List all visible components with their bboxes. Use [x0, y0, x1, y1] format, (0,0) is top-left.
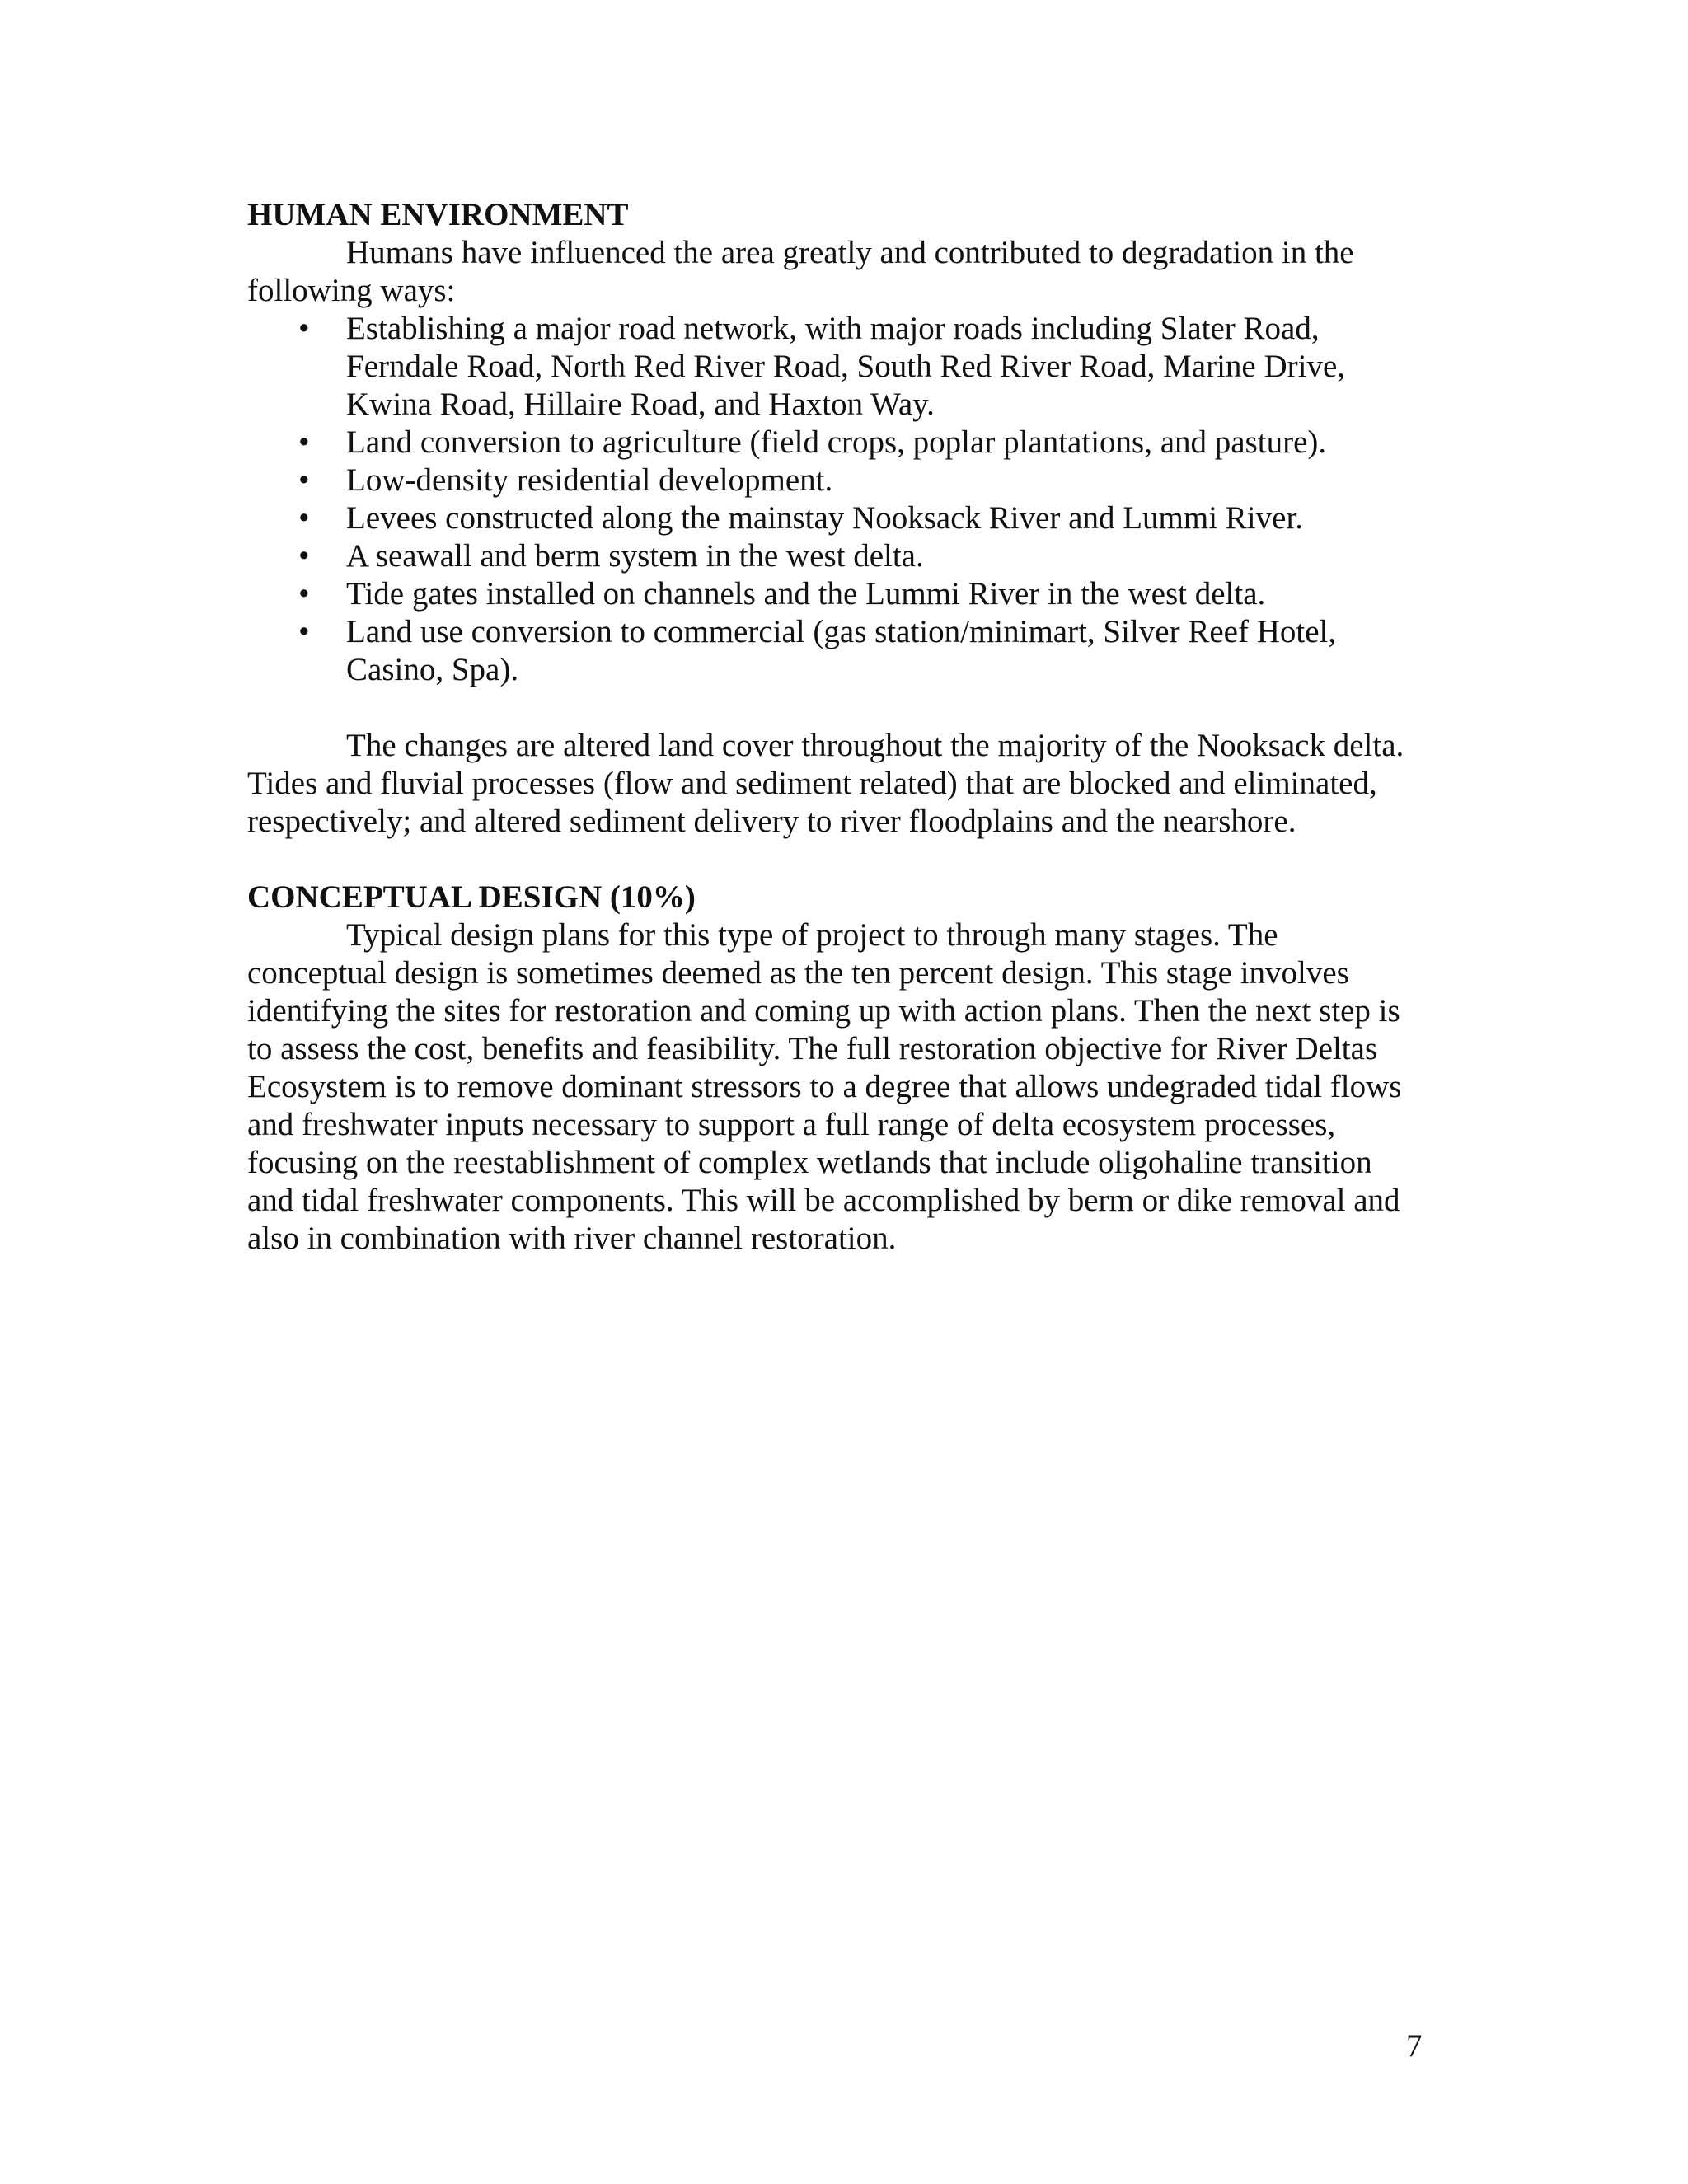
list-item-text: Tide gates installed on channels and the Lummi River in the west delta.: [346, 576, 1266, 612]
page-number: 7: [1406, 2028, 1423, 2064]
list-item-text: A seawall and berm system in the west delta.: [346, 538, 924, 574]
human-environment-heading: HUMAN ENVIRONMENT: [247, 197, 629, 232]
list-item: [247, 499, 1418, 537]
bullet-icon: •: [298, 576, 310, 612]
bullet-icon: •: [298, 500, 310, 536]
paragraph-spacer: [247, 841, 1418, 879]
paragraph-spacer: [247, 689, 1418, 727]
page-content: [247, 196, 1418, 1258]
conceptual-design-body: Typical design plans for this type of project to through many stages. The conceptual design is sometimes deemed as the ten percent design. This stage involves identifying the sites for restoration and coming up with action plans. Then the next step is to assess the cost, benefits and feasibility. The full restoration objective for River Deltas Ecosystem is to remove dominant stressors to a degree that allows undegraded tidal flows and freshwater inputs necessary to support a full range of delta ecosystem processes, focusing on the reestablishment of complex wetlands that include oligohaline transition and tidal freshwater components. This will be accomplished by berm or dike removal and also in combination with river channel restoration.: [247, 917, 1402, 1256]
list-item-text: Land conversion to agriculture (field crops, poplar plantations, and pasture).: [346, 424, 1327, 460]
bullet-icon: •: [298, 424, 310, 460]
human-environment-intro: Humans have influenced the area greatly and contributed to degradation in the following ways:: [247, 235, 1354, 308]
list-item: [247, 310, 1418, 424]
list-item-text: Land use conversion to commercial (gas station/minimart, Silver Reef Hotel, Casino, Spa).: [346, 614, 1337, 687]
list-item-text: Establishing a major road network, with major roads including Slater Road, Ferndale Road, North Red River Road, South Red River Road, Marine Drive, Kwina Road, Hillaire Road, and Haxton Way.: [346, 311, 1346, 422]
list-item: [247, 575, 1418, 613]
human-environment-summary: The changes are altered land cover throughout the majority of the Nooksack delta. Tides and fluvial processes (flow and sediment related) that are blocked and eliminated, respectively; and altered sediment delivery to river floodplains and the nearshore.: [247, 728, 1404, 839]
bullet-icon: •: [298, 538, 310, 574]
list-item: [247, 537, 1418, 575]
human-impacts-list: [247, 310, 1418, 689]
bullet-icon: •: [298, 614, 310, 649]
list-item-text: Levees constructed along the mainstay Nooksack River and Lummi River.: [346, 500, 1304, 536]
list-item: [247, 613, 1418, 689]
bullet-icon: •: [298, 462, 310, 498]
conceptual-design-heading: CONCEPTUAL DESIGN (10%): [247, 879, 696, 915]
list-item-text: Low-density residential development.: [346, 462, 833, 498]
bullet-icon: •: [298, 311, 310, 346]
list-item: [247, 462, 1418, 499]
list-item: [247, 424, 1418, 462]
